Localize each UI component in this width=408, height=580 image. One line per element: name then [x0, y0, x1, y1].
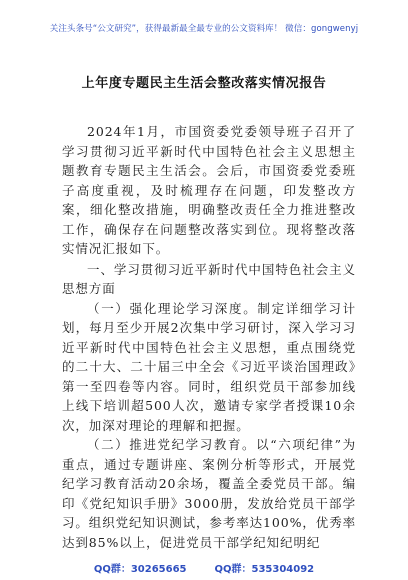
- document-title: 上年度专题民主生活会整改落实情况报告: [81, 76, 327, 91]
- qq-group-1: QQ群：30265665: [93, 564, 187, 575]
- header-banner: 关注头条号“公文研究”，获得最新最全最专业的公文资料库！ 微信：gongwenyj: [49, 24, 359, 34]
- footer-qq-groups: [0, 560, 408, 575]
- document-body: [62, 122, 356, 552]
- paragraph-discipline-education: （二）推进党纪学习教育。以“六项纪律”为重点，通过专题讲座、案例分析等形式，开展党纪学习教育活动20余场，覆盖全委党员干部。编印《党纪知识手册》3000册，发放给党员干部学习。组织党纪知识测试，参考率达100%，优秀率达到85%以上，促进党员干部学纪知纪明纪: [62, 437, 356, 550]
- paragraph-theory-study: （一）强化理论学习深度。制定详细学习计划，每月至少开展2次集中学习研讨，深入学习习近平新时代中国特色社会主义思想，重点围绕党的二十大、二十届三中全会《习近平谈治国理政》第一至四卷等内容。同时，组织党员干部参加线上线下培训超500人次，邀请专家学者授课10余次，加深对理论的理解和把握。: [62, 300, 356, 433]
- paragraph-intro: 2024年1月，市国资委党委领导班子召开了学习贯彻习近平新时代中国特色社会主义思想主题教育专题民主生活会。会后，市国资委党委班子高度重视，及时梳理存在问题，印发整改方案，细化整改措施，明确整改责任全力推进整改工作，确保存在问题整改落实到位。现将整改落实情况汇报如下。: [62, 124, 356, 256]
- qq-group-2: QQ群：535304092: [214, 564, 315, 575]
- section-heading-1: 一、学习贯彻习近平新时代中国特色社会主义思想方面: [62, 261, 356, 296]
